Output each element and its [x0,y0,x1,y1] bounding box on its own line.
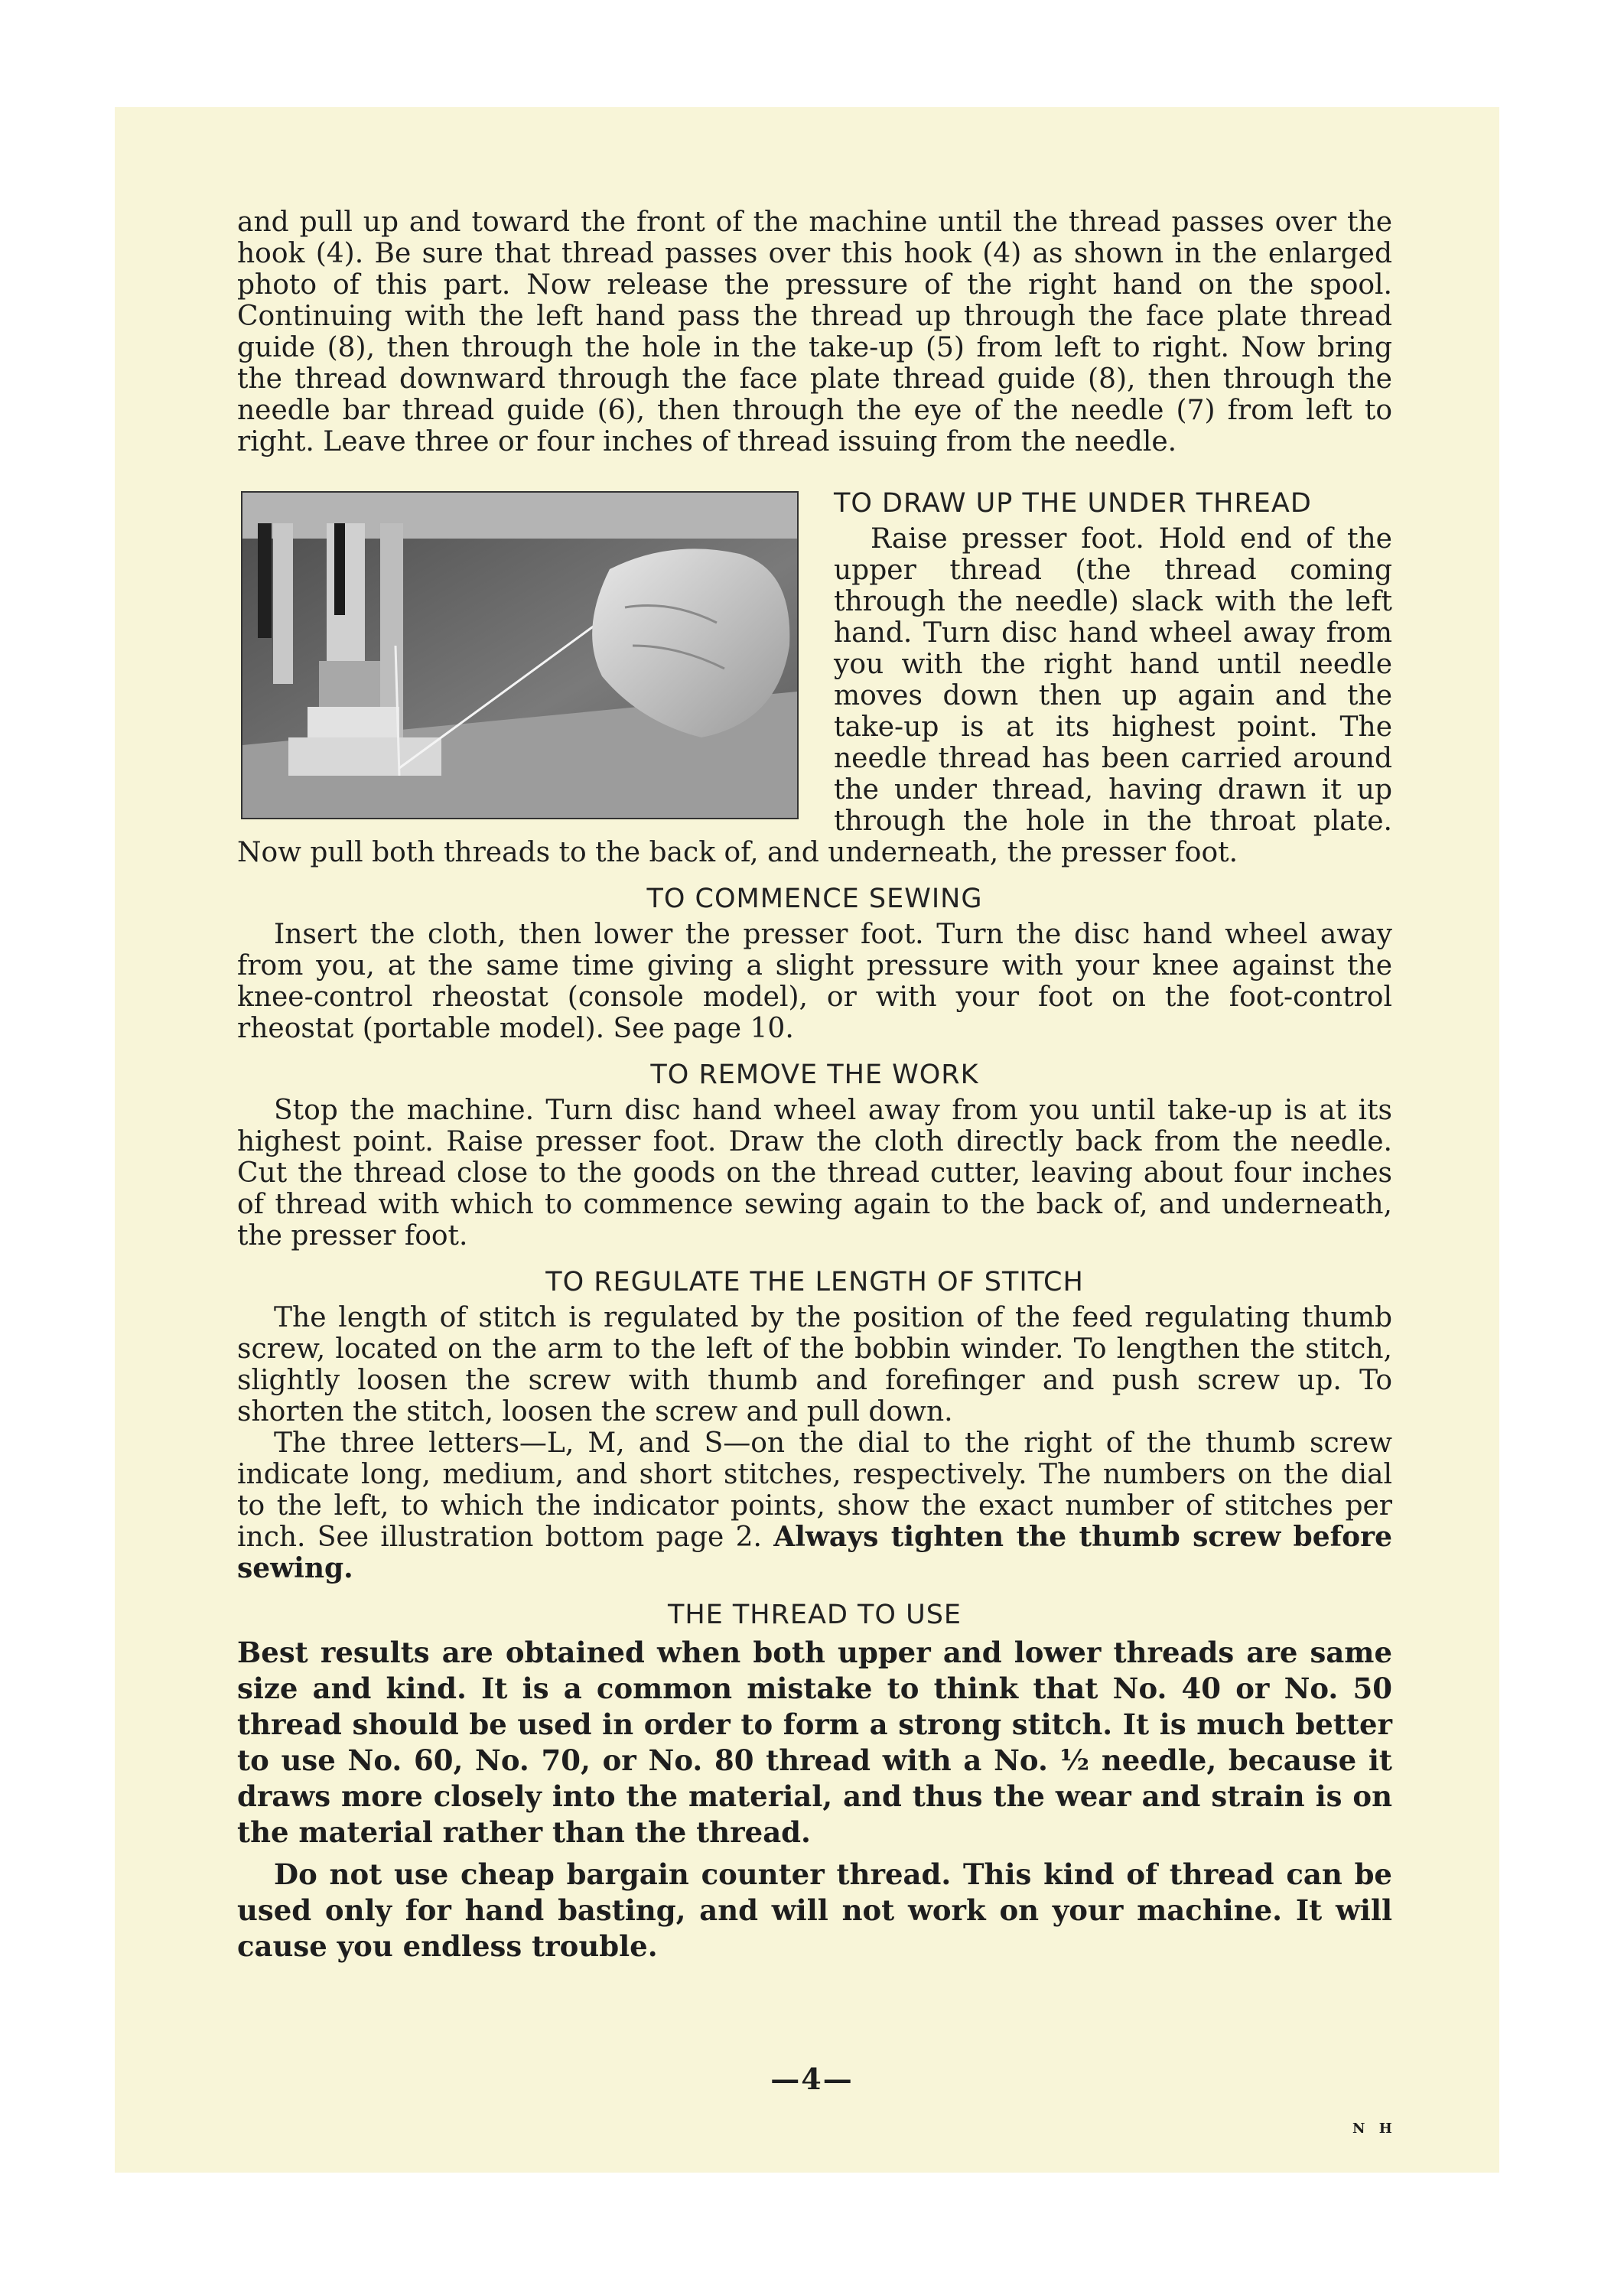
draw-up-heading: TO DRAW UP THE UNDER THREAD [834,488,1312,519]
remove-text: Stop the machine. Turn disc hand wheel away from you until take-up is at its highest point. Raise presser foot. Draw the cloth directly back from the needle. Cut the thread close to the goods on the thread cutter, leaving about four inches of thread with which to commence sewing again to the back of, and underneath, the presser foot. [237,1095,1392,1252]
draw-up-text: Raise presser foot. Hold end of the upper thread (the thread coming through the needle) slack with the left hand. Turn disc hand wheel away from you with the right hand until needle moves down then up again and the take-up is at its highest point. The needle thread has been carried around the under thread, having drawn it up through the hole in the throat plate. Now pull both threads to the back of, and underneath, the presser foot. [237,523,1392,868]
commence-text: Insert the cloth, then lower the presser foot. Turn the disc hand wheel away from you, at the same time giving a slight pressure with your knee against the knee-control rheostat (console model), or with your foot on the foot-control rheostat (portable model). See page 10. [237,919,1392,1044]
corner-mark: N H [1352,2121,1397,2137]
thread-heading: THE THREAD TO USE [667,1600,962,1630]
remove-heading: TO REMOVE THE WORK [650,1060,979,1090]
sewing-machine-photo [241,491,799,819]
intro-paragraph: and pull up and toward the front of the machine until the thread passes over the hook (4). Be sure that thread passes over this hook (4) as shown in the enlarged photo of this part. Now release the pressure of the right hand on the spool. Continuing with the left hand pass the thread up through the face plate thread guide (8), then through the hole in the take-up (5) from left to right. Now bring the thread downward through the face plate thread guide (8), then through the needle bar thread guide (6), then through the eye of the needle (7) from left to right. Leave three or four inches of thread issuing from the needle. [237,207,1392,457]
thread-text-1: Best results are obtained when both upper and lower threads are same size and kind. It is a common mistake to think that No. 40 or No. 50 thread should be used in order to form a strong stitch. It is much better to use No. 60, No. 70, or No. 80 thread with a No. ½ needle, because it draws more closely into the material, and thus the wear and strain is on the material rather than the thread. [237,1636,1392,1849]
regulate-text-2 [237,1427,1392,1584]
regulate-heading: TO REGULATE THE LENGTH OF STITCH [545,1267,1084,1297]
thread-text-2-rest: use cheap bargain counter thread. This kind of thread can be used only for hand basting, and will not work on your machine. It will cause you endless trouble. [237,1857,1392,1963]
regulate-text-2-bold: Always tighten the thumb screw before sewing. [237,1521,1392,1584]
page-number: —4— [770,2062,854,2096]
page-content [237,207,1392,1965]
commence-heading: TO COMMENCE SEWING [646,884,983,914]
thread-text-2 [237,1857,1392,1965]
thread-text-2-lead: Do not [274,1857,382,1891]
section-draw-up-thread [237,473,1392,868]
regulate-text-2-plain: The three letters—L, M, and S—on the dial to the right of the thumb screw indicate long, medium, and short stitches, respectively. The numbers on the dial to the left, to which the indicator points, show the exact number of stitches per inch. See illustration bottom page 2. [237,1427,1392,1553]
regulate-text-1: The length of stitch is regulated by the position of the feed regulating thumb screw, located on the arm to the left of the bobbin winder. To lengthen the stitch, slightly loosen the screw with thumb and forefinger and push screw up. To shorten the stitch, loosen the screw and pull down. [237,1302,1392,1427]
